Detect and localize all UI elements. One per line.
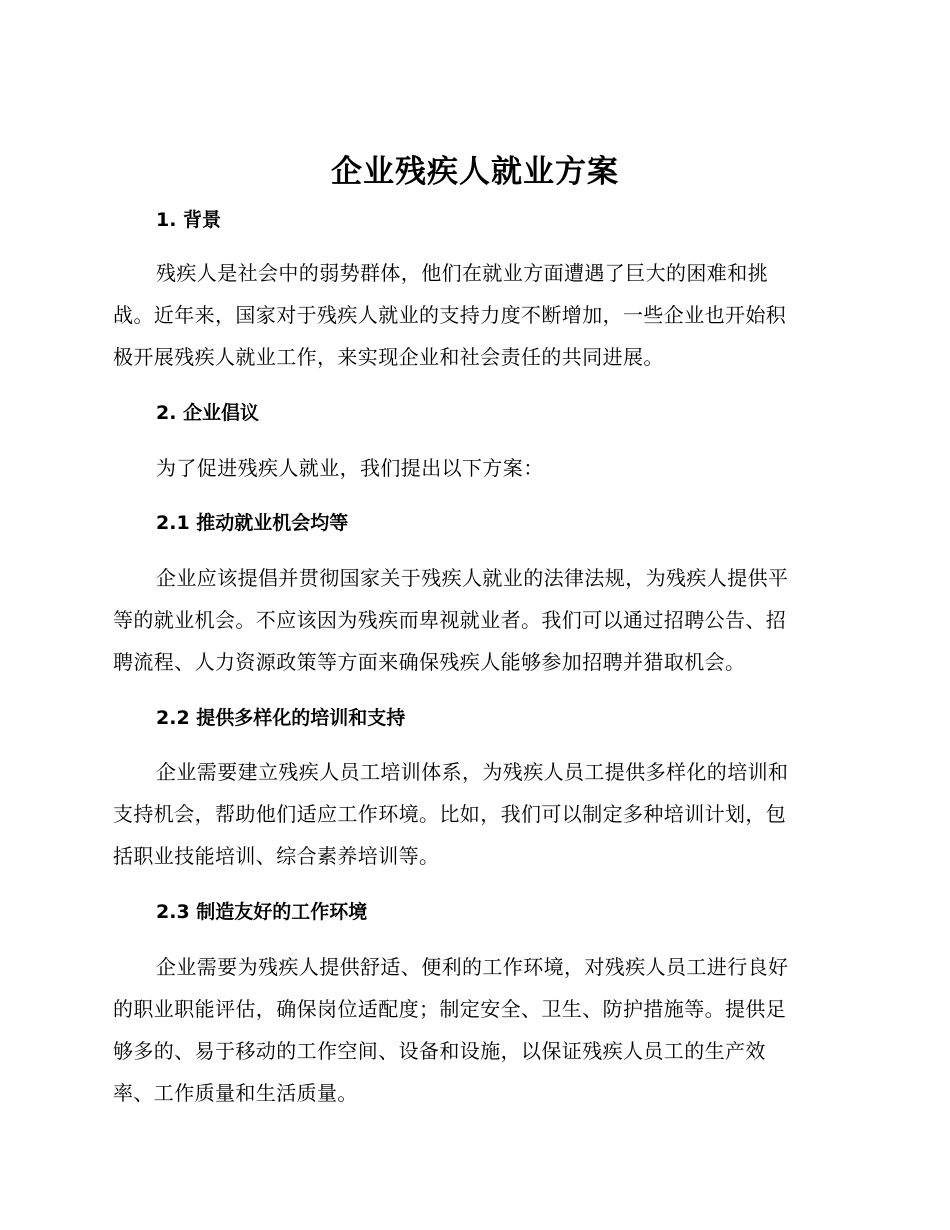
- paragraph-line: 战。近年来，国家对于残疾人就业的支持力度不断增加，一些企业也开始积: [113, 303, 787, 327]
- paragraph-line: 等的就业机会。不应该因为残疾而卑视就业者。我们可以通过招聘公告、招: [113, 608, 787, 632]
- section-heading-background: 1. 背景: [156, 209, 222, 231]
- paragraph-line: 极开展残疾人就业工作，来实现企业和社会责任的共同进展。: [113, 345, 664, 369]
- paragraph-line: 企业应该提倡并贯彻国家关于残疾人就业的法律法规，为残疾人提供平: [156, 566, 789, 590]
- paragraph-line: 为了促进残疾人就业，我们提出以下方案：: [156, 456, 544, 480]
- paragraph-line: 残疾人是社会中的弱势群体，他们在就业方面遭遇了巨大的困难和挑: [156, 261, 768, 285]
- section-heading-equal-opportunity: 2.1 推动就业机会均等: [156, 512, 349, 534]
- paragraph-line: 括职业技能培训、综合素养培训等。: [113, 844, 440, 868]
- section-paragraph-initiative: [113, 447, 833, 489]
- section-heading-training: 2.2 提供多样化的培训和支持: [156, 707, 406, 729]
- section-heading-initiative: 2. 企业倡议: [156, 402, 260, 424]
- paragraph-line: 的职业职能评估，确保岗位适配度；制定安全、卫生、防护措施等。提供足: [113, 997, 787, 1021]
- section-paragraph-background: [113, 252, 833, 378]
- paragraph-line: 支持机会，帮助他们适应工作环境。比如，我们可以制定多种培训计划，包: [113, 802, 787, 826]
- section-heading-work-environment: 2.3 制造友好的工作环境: [156, 901, 368, 923]
- section-paragraph-work-environment: [113, 946, 833, 1114]
- document-title: 企业残疾人就业方案: [331, 154, 619, 190]
- paragraph-line: 企业需要建立残疾人员工培训体系，为残疾人员工提供多样化的培训和: [156, 760, 789, 784]
- section-paragraph-training: [113, 751, 833, 877]
- paragraph-line: 够多的、易于移动的工作空间、设备和设施，以保证残疾人员工的生产效: [113, 1039, 766, 1063]
- section-paragraph-equal-opportunity: [113, 557, 833, 683]
- paragraph-line: 率、工作质量和生活质量。: [113, 1081, 358, 1105]
- paragraph-line: 企业需要为残疾人提供舒适、便利的工作环境，对残疾人员工进行良好: [156, 955, 789, 979]
- paragraph-line: 聘流程、人力资源政策等方面来确保残疾人能够参加招聘并猎取机会。: [113, 650, 746, 674]
